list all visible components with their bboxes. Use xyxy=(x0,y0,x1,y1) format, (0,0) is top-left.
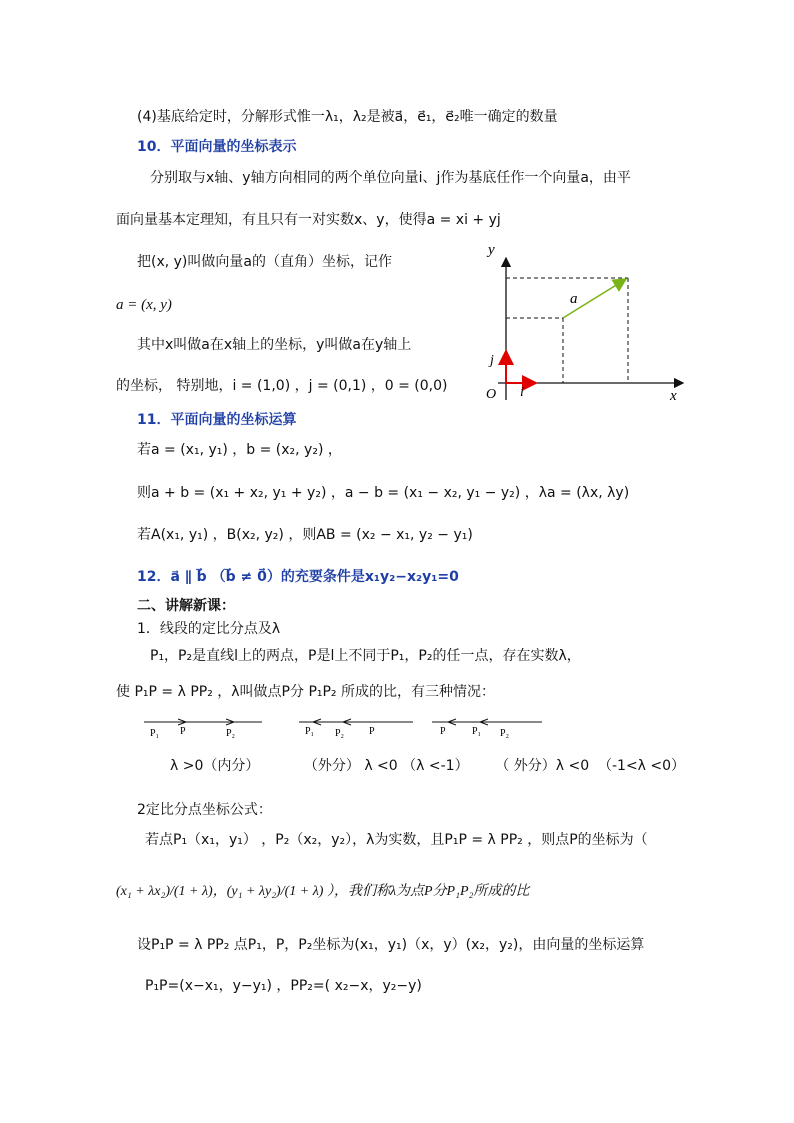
section-2-line4: P₁P=(x−x₁，y−y₁) ，PP₂=( x₂−x，y₂−y) xyxy=(145,978,422,994)
unit-j-label: j xyxy=(490,353,494,368)
para-10-line5: 其中x叫做a在x轴上的坐标，y叫做a在y轴上 xyxy=(137,337,412,353)
segment-diagram-1 xyxy=(140,712,270,742)
property-4: (4)基底给定时，分解形式惟一λ₁，λ₂是被a⃗，e⃗₁，e⃗₂唯一确定的数量 xyxy=(137,109,558,125)
heading-12: 12．a⃗ ∥ b⃗ （b⃗ ≠ 0⃗）的充要条件是x₁y₂−x₂y₁=0 xyxy=(137,569,459,585)
origin-label: O xyxy=(486,387,497,402)
section-1-line2: 使 P₁P = λ PP₂ ，λ叫做点P分 P₁P₂ 所成的比，有三种情况： xyxy=(116,684,495,700)
para-11-line3: 若A(x₁, y₁) ，B(x₂, y₂) ，则AB = (x₂ − x₁, y₂ − y₁) xyxy=(137,527,473,543)
segment-diagram-2 xyxy=(295,712,420,742)
unit-i-label: i xyxy=(520,385,524,400)
vector-a-label: a xyxy=(570,291,578,307)
para-10-line2: 面向量基本定理知，有且只有一对实数x、y，使得a = xi + yj xyxy=(116,212,501,228)
d2-p1: P₁ xyxy=(305,726,315,737)
section-2-formula: (x₁ + λx₂)/(1 + λ)，(y₁ + λy₂)/(1 + λ) ），我们称λ为点P分P₁P₂所成的比 xyxy=(116,884,530,899)
para-10-line6: 的坐标， 特别地，i = (1,0) ，j = (0,1) ，0 = (0,0) xyxy=(116,378,448,394)
d3-p: P xyxy=(440,726,446,737)
section-1-line1: P₁，P₂是直线l上的两点，P是l上不同于P₁，P₂的任一点，存在实数λ， xyxy=(150,648,581,664)
y-axis-label: y xyxy=(488,242,495,258)
para-10-line3: 把(x, y)叫做向量a的（直角）坐标，记作 xyxy=(137,254,392,270)
section-new-lesson: 二、讲解新课： xyxy=(137,598,235,614)
d3-p1: P₁ xyxy=(472,726,482,737)
d1-p1: P₁ xyxy=(150,728,160,739)
para-10-line1: 分别取与x轴、y轴方向相同的两个单位向量i、j作为基底任作一个向量a，由平 xyxy=(150,170,631,186)
para-11-line2: 则a + b = (x₁ + x₂, y₁ + y₂) ，a − b = (x₁ − x₂, y₁ − y₂) ，λa = (λx, λy) xyxy=(137,485,630,501)
section-1-title: 1．线段的定比分点及λ xyxy=(137,621,281,637)
d3-p2: P₂ xyxy=(500,728,510,739)
section-2-line1: 若点P₁（x₁，y₁） ，P₂（x₂，y₂），λ为实数，且P₁P = λ PP₂ ，则点P的坐标为（ xyxy=(145,832,648,848)
d2-p2: P₂ xyxy=(335,728,345,739)
para-10-line4: a = (x, y) xyxy=(116,297,172,313)
section-2-line3: 设P₁P = λ PP₂ 点P₁，P，P₂坐标为(x₁，y₁)（x，y）(x₂，y₂)，由向量的坐标运算 xyxy=(137,937,645,953)
d1-p2: P₂ xyxy=(226,728,236,739)
section-2-title: 2定比分点坐标公式： xyxy=(137,802,272,818)
ratio-cases: λ >0（内分） （外分） λ <0 （λ <-1） （ 外分）λ <0 （-1<λ <0） xyxy=(170,758,686,774)
d1-p: P xyxy=(180,726,186,737)
d2-p: P xyxy=(369,726,375,737)
para-11-line1: 若a = (x₁, y₁) ，b = (x₂, y₂) ， xyxy=(137,442,342,458)
heading-10: 10．平面向量的坐标表示 xyxy=(137,139,297,155)
x-axis-label: x xyxy=(670,388,677,404)
coordinate-figure xyxy=(478,238,698,408)
segment-diagram-3 xyxy=(428,712,548,742)
heading-11: 11．平面向量的坐标运算 xyxy=(137,412,297,428)
